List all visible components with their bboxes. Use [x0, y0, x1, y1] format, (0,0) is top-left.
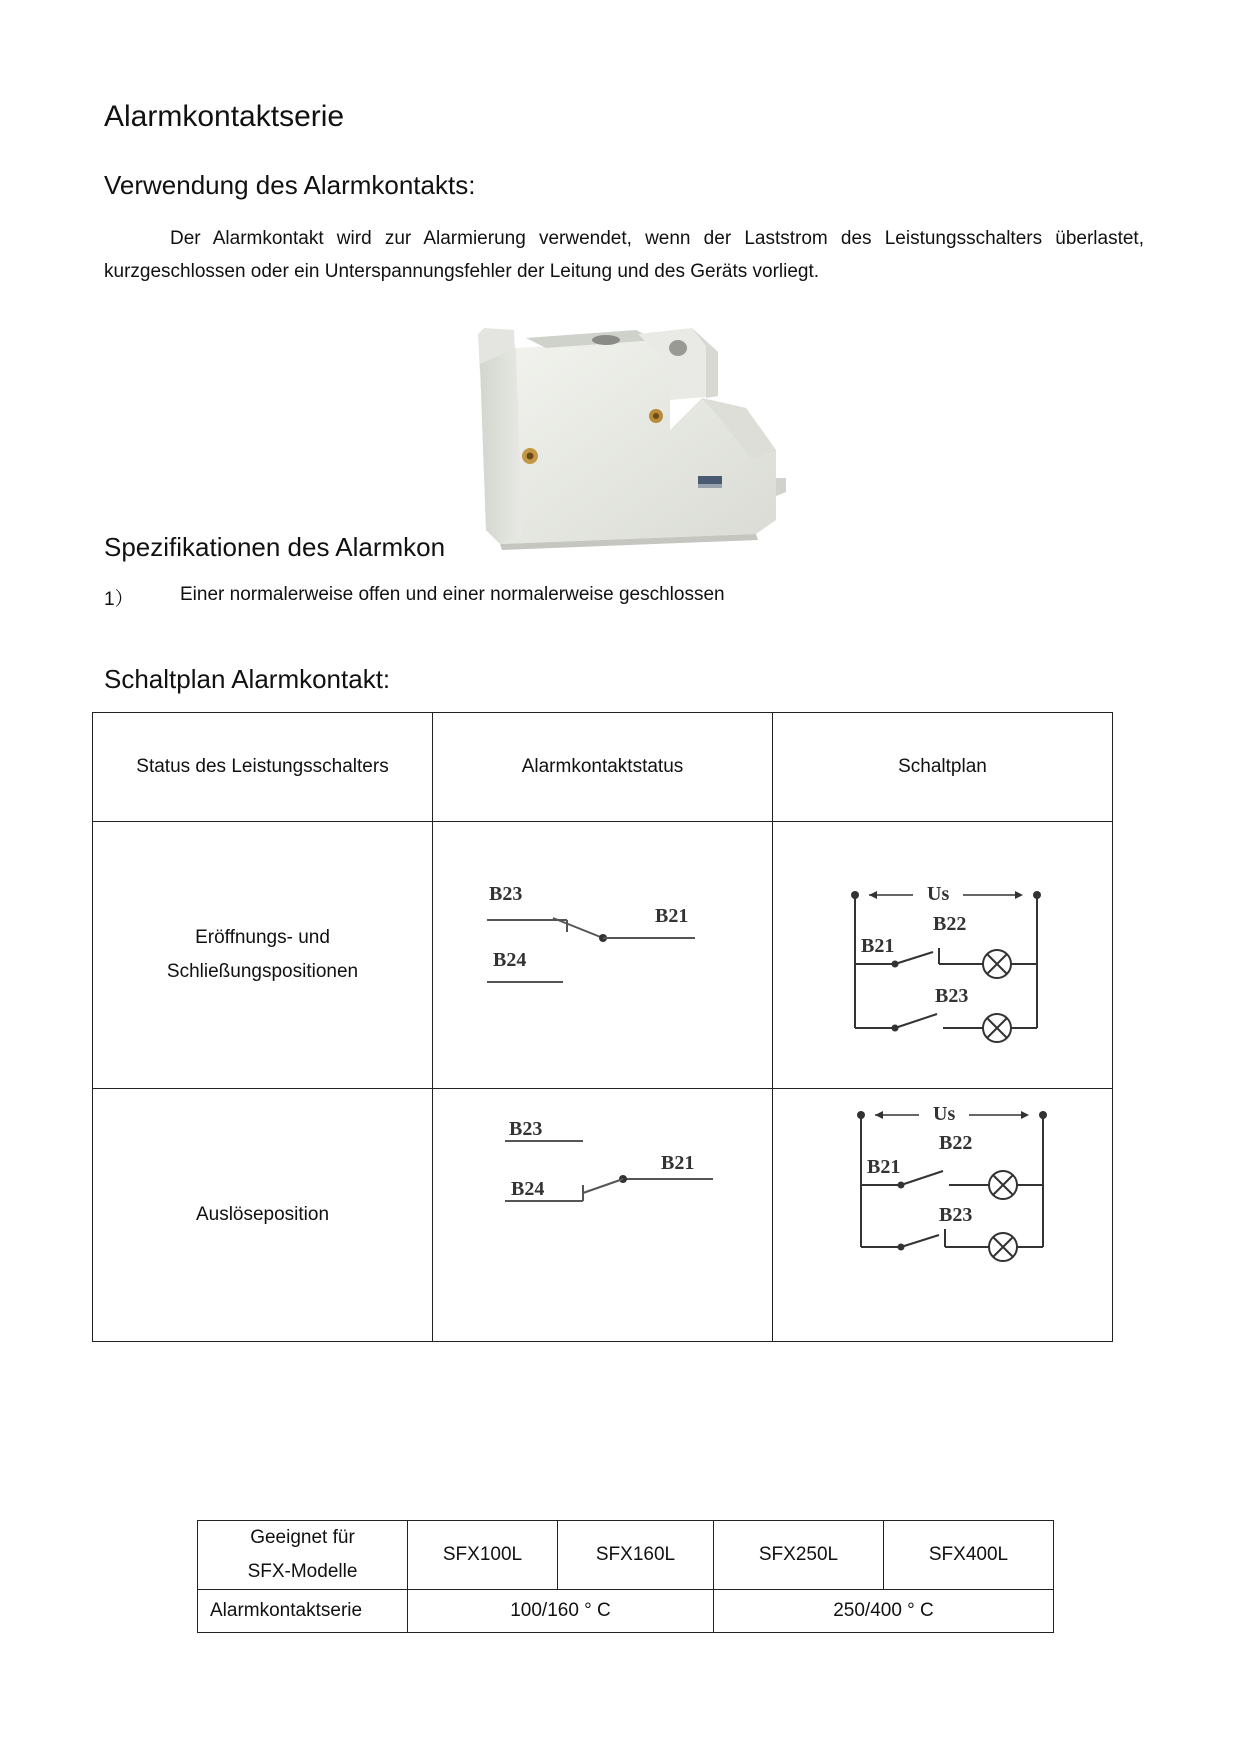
wiring-diagram-open-close — [773, 822, 1113, 1089]
alarm-contact-photo — [456, 300, 836, 572]
label-b23: B23 — [509, 1118, 543, 1140]
models-table — [197, 1520, 1054, 1633]
lamp-circuit-diagram — [773, 822, 1113, 1088]
status-line-2: Schließungspositionen — [166, 961, 359, 982]
label-b23: B23 — [489, 883, 523, 905]
label-us: Us — [927, 883, 950, 905]
label-b22: B22 — [933, 913, 967, 935]
models-header — [198, 1521, 408, 1590]
label-b23: B23 — [935, 985, 969, 1007]
label-b24: B24 — [493, 949, 527, 971]
contact-diagram-trip — [433, 1089, 773, 1342]
header-wiring-diagram: Schaltplan — [773, 713, 1113, 822]
contact-diagram-open-close — [433, 822, 773, 1089]
label-b21: B21 — [861, 935, 895, 957]
wiring-diagram-trip — [773, 1089, 1113, 1342]
models-header-line-1: Geeignet für — [250, 1527, 355, 1548]
status-trip: Auslöseposition — [93, 1089, 433, 1342]
series-group-1: 100/160 ° C — [408, 1590, 714, 1633]
header-breaker-status: Status des Leistungsschalters — [93, 713, 433, 822]
list-number: 1） — [104, 589, 134, 610]
usage-paragraph: Der Alarmkontakt wird zur Alarmierung verwendet, wenn der Laststrom des Leistungsschalters überlastet, kurzgeschlossen oder ein Unterspannungsfehler der Leitung und des Geräts vorliegt. — [104, 228, 1144, 282]
label-b21: B21 — [655, 905, 689, 927]
list-item-text: Einer normalerweise offen und einer normalerweise geschlossen — [180, 584, 725, 605]
contact-switch-diagram-trip — [433, 1089, 773, 1341]
series-group-2: 250/400 ° C — [714, 1590, 1054, 1633]
usage-heading: Verwendung des Alarmkontakts: — [104, 170, 476, 200]
model-cell: SFX160L — [558, 1521, 714, 1590]
label-b24: B24 — [511, 1178, 545, 1200]
label-b21: B21 — [867, 1156, 901, 1178]
models-header-line-2: SFX-Modelle — [247, 1561, 358, 1582]
page-title: Alarmkontaktserie — [104, 100, 345, 133]
lamp-circuit-diagram-trip — [773, 1089, 1113, 1341]
plan-heading: Schaltplan Alarmkontakt: — [104, 664, 391, 694]
model-cell: SFX250L — [714, 1521, 884, 1590]
contact-switch-diagram — [433, 822, 773, 1088]
header-contact-status: Alarmkontaktstatus — [433, 713, 773, 822]
model-cell: SFX100L — [408, 1521, 558, 1590]
status-line-1: Eröffnungs- und — [195, 927, 330, 948]
model-cell: SFX400L — [884, 1521, 1054, 1590]
series-label: Alarmkontaktserie — [198, 1590, 408, 1633]
label-b21: B21 — [661, 1152, 695, 1174]
status-open-close — [93, 822, 433, 1089]
wiring-table — [92, 712, 1113, 1342]
label-b23: B23 — [939, 1204, 973, 1226]
label-b22: B22 — [939, 1132, 973, 1154]
label-us: Us — [933, 1103, 956, 1125]
specs-heading: Spezifikationen des Alarmkon — [104, 532, 446, 562]
